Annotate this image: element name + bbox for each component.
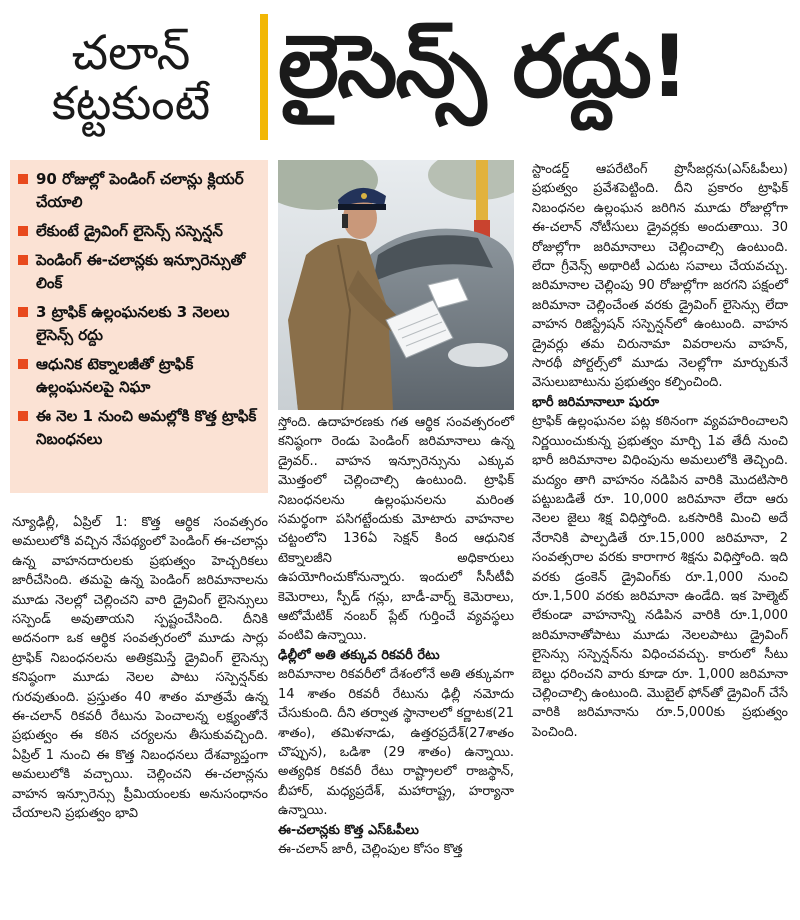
square-bullet-icon [18,226,28,236]
highlight-item [18,353,262,399]
article-paragraph: న్యూఢిల్లీ, ఏప్రిల్ 1: కొత్త ఆర్థిక సంవత్సరం అమలులోకి వచ్చిన నేపథ్యంలో పెండింగ్ ఈ-చలాన్లు ఉన్న వాహనదారులకు ప్రభుత్వం హెచ్చరికలు జారీచేసింది. తమపై ఉన్న పెండింగ్ జరిమానాలను మూడు నెలల్లో చెల్లించని వారి డ్రైవింగ్ లైసెన్సులు సస్పెండ్ అవుతాయని స్పష్టంచేసింది. దీనికి అదనంగా ఒక ఆర్థిక సంవత్సరంలో మూడు సార్లు ట్రాఫిక్ నిబంధనలను అతిక్రమిస్తే డ్రైవింగ్ లైసెన్సు కనిష్ఠంగా మూడు నెలల పాటు సస్పెన్షన్‌కు గురవుతుంది. ప్రస్తుతం 40 శాతం మాత్రమే ఉన్న ఈ-చలాన్ రికవరీ రేటును పెంచాలన్న లక్ష్యంతోనే ప్రభుత్వం ఈ కఠిన చర్యలను తీసుకువచ్చింది. ఏప్రిల్ 1 నుంచి ఈ కొత్త నిబంధనలు దేశవ్యాప్తంగా అమలులోకి వచ్చాయి. చెల్లించని ఈ-చలాన్లను వాహన ఇన్సూరెన్సు ప్రీమియంలకు అనుసంధానం చేయాలని ప్రభుత్వం భావి [12,515,268,822]
headline-divider [260,14,268,140]
highlight-text: 3 ట్రాఫిక్ ఉల్లంఘనలకు 3 నెలలు లైసెన్స్ రద్దు [36,303,230,344]
article-column-1 [12,513,268,824]
article-paragraph: ఈ-చలాన్ జారీ, చెల్లింపుల కోసం కొత్త [278,841,463,857]
headline-kicker-line1: చలాన్ [71,25,191,82]
highlight-item [18,249,262,295]
highlight-text: ఈ నెల 1 నుంచి అమల్లోకి కొత్త ట్రాఫిక్ నిబంధనలు [36,407,257,448]
highlight-text: ఆధునిక టెక్నాలజీతో ట్రాఫిక్ ఉల్లంఘనలపై నిఘా [36,355,194,396]
article-paragraph: స్టాండర్డ్ ఆపరేటింగ్ ప్రొసీజర్లను(ఎస్‌ఓపీలు) ప్రభుత్వం ప్రవేశపెట్టింది. దీని ప్రకారం ట్రాఫిక్ నిబంధనల ఉల్లంఘన జరిగిన మూడు రోజుల్లోగా ఈ-చలాన్ నోటీసులు డ్రైవర్లకు అందుతాయి. 30 రోజుల్లోగా జరిమానాలు చెల్లించాల్సి ఉంటుంది. లేదా గ్రీవెన్స్ అథారిటీ ఎదుట సవాలు చేయవచ్చు. జరిమానాల చెల్లింపు 90 రోజుల్లోగా జరగని పక్షంలో జరిమానా చెల్లించేంత వరకు డ్రైవింగ్ లైసెన్సు లేదా వాహన రిజిస్ట్రేషన్ సస్పెన్షన్‌లో ఉంటుంది. వాహన డ్రైవర్లు తమ చిరునామా వివరాలను వాహన్, సారథీ పోర్టల్స్‌లో మూడు నెలల్లోగా మార్చుకునే వెసులుబాటును ప్రభుత్వం కల్పించింది. [532,162,788,391]
highlight-item [18,168,262,214]
highlights-box [10,160,268,493]
headline-kicker [10,10,252,145]
square-bullet-icon [18,359,28,369]
news-photo [278,160,514,410]
square-bullet-icon [18,174,28,184]
headline-main: లైసెన్స్ రద్దు! [278,16,688,117]
article-paragraph: స్తోంది. ఉదాహరణకు గత ఆర్థిక సంవత్సరంలో కనిష్ఠంగా రెండు పెండింగ్ జరిమానాలు ఉన్న డ్రైవర్.. వాహన ఇన్సూరెన్సును ఎక్కువ మొత్తంలో చెల్లించాల్సి ఉంటుంది. ట్రాఫిక్ నిబంధనలను ఉల్లంఘనలను మరింత సమర్థంగా పసిగట్టేందుకు మోటారు వాహనాల చట్టంలోని 136ఏ సెక్షన్ కింద ఆధునిక టెక్నాలజీని అధికారులు ఉపయోగించుకోనున్నారు. ఇందులో సీసీటీవీ కెమెరాలు, స్పీడ్ గన్లు, బాడీ-వార్న్ కెమెరాలు, ఆటోమేటిక్ నంబర్ ప్లేట్ గుర్తించే వ్యవస్థలు వంటివి ఉన్నాయి. [278,415,514,644]
highlight-item [18,301,262,347]
highlight-item [18,220,262,243]
article-subheading: ఢిల్లీలో అతి తక్కువ రికవరీ రేటు [278,647,440,663]
article-subheading: ఈ-చలాన్లకు కొత్త ఎస్‌ఓపీలు [278,822,419,838]
highlight-text: 90 రోజుల్లో పెండింగ్ చలాన్లు క్లియర్ చేయాలి [36,170,244,211]
article-column-3 [532,160,788,742]
police-officer-photo [278,160,514,410]
highlight-text: పెండింగ్ ఈ-చలాన్లకు ఇన్సూరెన్సుతో లింక్ [36,251,246,292]
article-subheading: భారీ జరిమానాలూ షురూ [532,394,660,410]
headline-kicker-line2: కట్టకుంటే [51,75,211,130]
article-paragraph: ట్రాఫిక్ ఉల్లంఘనల పట్ల కఠినంగా వ్యవహరించాలని నిర్ణయించుకున్న ప్రభుత్వం మార్చి 1వ తేదీ నుంచి భారీ జరిమానాల విధింపును అమలులోకి తెచ్చింది. మద్యం తాగి వాహనం నడిపిన వారికి మొదటిసారి పట్టుబడితే రూ. 10,000 జరిమానా లేదా ఆరు నెలల జైలు శిక్ష విధిస్తోంది. ఒకసారికి మించి అదే నేరానికి పాల్పడితే రూ.15,000 జరిమానా, 2 సంవత్సరాల వరకు కారాగార శిక్షను విధిస్తోంది. ఇది వరకు డ్రంకెన్ డ్రైవింగ్‌కు రూ.1,000 నుంచి రూ.1,500 వరకు జరిమానా ఉండేది. ఇక హెల్మెట్ లేకుండా వాహనాన్ని నడిపిన వారికి రూ.1,000 జరిమానాతోపాటు మూడు నెలలపాటు డ్రైవింగ్ లైసెన్సు సస్పెన్షన్‌ను విధించవచ్చు. కారులో సీటు బెల్టు ధరించని వారు కూడా రూ. 1,000 జరిమానా చెల్లించాల్సి ఉంటుంది. మొబైల్ ఫోన్‌తో డ్రైవింగ్ చేసే వారికి జరిమానాను రూ.5,000కు ప్రభుత్వం పెంచింది. [532,414,788,740]
highlight-text: లేకుంటే డ్రైవింగ్ లైసెన్స్ సస్పెన్షన్ [36,222,223,240]
article-paragraph: జరిమానాల రికవరీలో దేశంలోనే అతి తక్కువగా 14 శాతం రికవరీ రేటును ఢిల్లీ నమోదు చేసుకుంది. దీని తర్వాత స్థానాలలో కర్ణాటక(21 శాతం), తమిళనాడు, ఉత్తరప్రదేశ్(27శాతం చొప్పున), ఒడిశా (29 శాతం) ఉన్నాయి. అత్యధిక రికవరీ రేటు రాష్ట్రాలలో రాజస్థాన్, బీహార్, మధ్యప్రదేశ్, మహారాష్ట్ర, హర్యానా ఉన్నాయి. [278,667,514,819]
article-column-2 [278,413,514,859]
square-bullet-icon [18,255,28,265]
highlight-item [18,405,262,451]
square-bullet-icon [18,411,28,421]
square-bullet-icon [18,307,28,317]
